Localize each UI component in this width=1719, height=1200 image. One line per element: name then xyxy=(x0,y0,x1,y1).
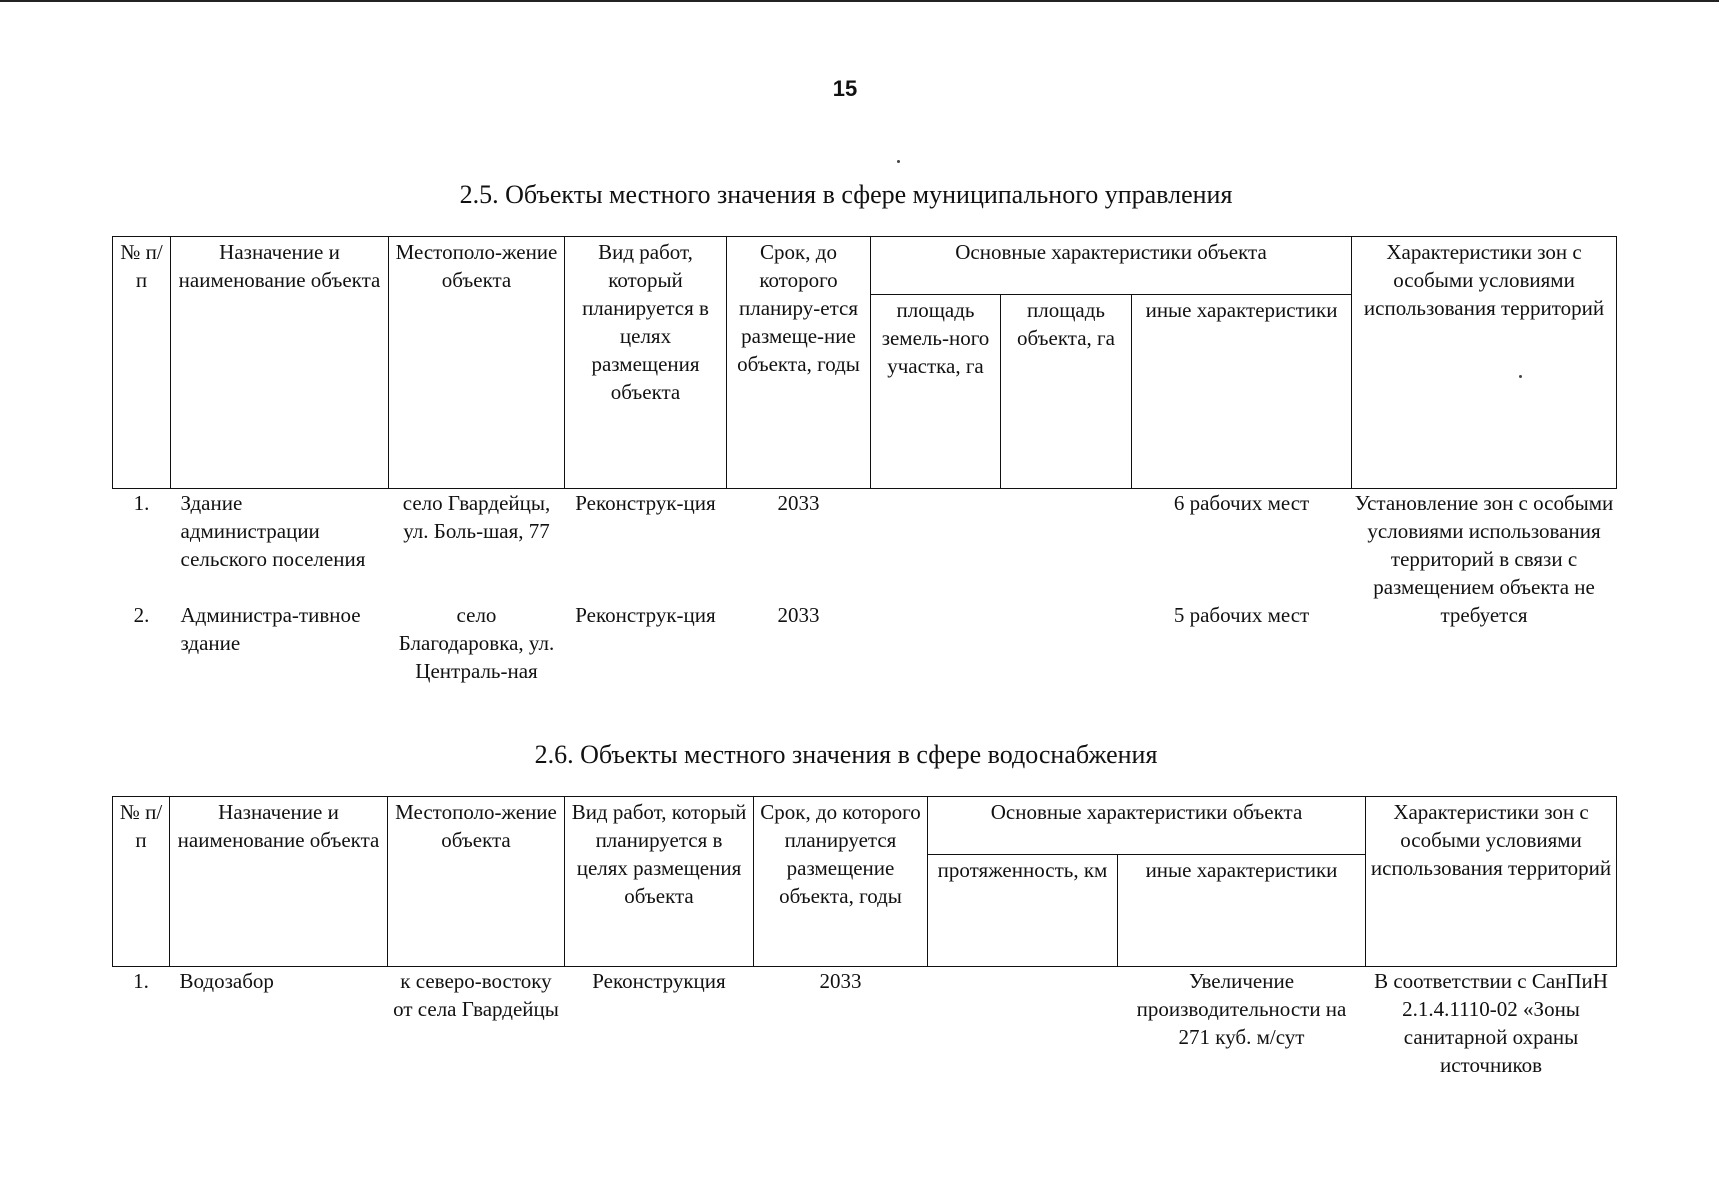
row-length xyxy=(928,967,1118,1087)
row-object-area xyxy=(1001,601,1132,713)
header-work-type: Вид работ, который планируется в целях размещения объекта xyxy=(565,797,754,967)
header-name: Назначение и наименование объекта xyxy=(171,237,389,489)
row-year: 2033 xyxy=(777,602,820,627)
row-zone-note: Установление зон с особыми условиями использования территорий в связи с размещением объекта не требуется xyxy=(1354,491,1614,627)
row-work-type: Реконструк-ция xyxy=(575,602,716,627)
header-other-characteristics: иные характеристики xyxy=(1118,855,1366,967)
header-zone-characteristics: Характеристики зон с особыми условиями использования территорий xyxy=(1352,237,1617,489)
header-main-characteristics: Основные характеристики объекта xyxy=(928,797,1366,855)
row-location: к северо-востоку от села Гвардейцы xyxy=(393,969,559,1021)
header-num: № п/п xyxy=(113,797,170,967)
row-work-type: Реконструкция xyxy=(592,969,726,993)
header-location: Местополо-жение объекта xyxy=(389,237,565,489)
header-main-characteristics: Основные характеристики объекта xyxy=(871,237,1352,295)
row-work-type: Реконструк-ция xyxy=(575,491,716,515)
row-year: 2033 xyxy=(777,491,820,515)
page-top-border xyxy=(0,0,1719,2)
header-name: Назначение и наименование объекта xyxy=(170,797,388,967)
header-other-characteristics: иные характеристики xyxy=(1132,295,1352,489)
table-row xyxy=(113,489,1617,601)
scan-speck xyxy=(1519,375,1522,378)
table-row xyxy=(113,967,1617,1087)
scan-speck xyxy=(897,160,900,163)
row-name: Водозабор xyxy=(179,969,274,993)
row-num: 1. xyxy=(133,969,149,993)
row-location: село Гвардейцы, ул. Боль-шая, 77 xyxy=(402,491,551,543)
row-year: 2033 xyxy=(819,969,862,993)
row-num: 2. xyxy=(133,602,150,627)
row-name: Здание администрации сельского поселения xyxy=(180,491,366,571)
section-title-2-5: 2.5. Объекты местного значения в сфере муниципального управления xyxy=(459,180,1233,209)
row-name: Администра-тивное здание xyxy=(180,602,361,655)
header-deadline: Срок, до которого планиру-ется размеще-ние объекта, годы xyxy=(727,237,871,489)
table-municipal-management xyxy=(112,236,1617,713)
row-other: 6 рабочих мест xyxy=(1173,491,1310,515)
header-object-area: площадь объекта, га xyxy=(1001,295,1132,489)
row-object-area xyxy=(1001,489,1132,601)
row-land-area xyxy=(871,489,1001,601)
header-land-area: площадь земель-ного участка, га xyxy=(871,295,1001,489)
header-num: № п/п xyxy=(113,237,171,489)
header-location: Местополо-жение объекта xyxy=(388,797,565,967)
row-other: 5 рабочих мест xyxy=(1173,602,1310,627)
page-number: 15 xyxy=(832,76,858,101)
header-work-type: Вид работ, который планируется в целях размещения объекта xyxy=(565,237,727,489)
table-water-supply xyxy=(112,796,1617,1087)
row-location: село Благодаровка, ул. Централь-ная xyxy=(398,602,555,683)
header-deadline: Срок, до которого планируется размещение объекта, годы xyxy=(754,797,928,967)
row-other: Увеличение производительности на 271 куб. м/сут xyxy=(1136,969,1347,1049)
header-zone-characteristics: Характеристики зон с особыми условиями использования территорий xyxy=(1366,797,1617,967)
header-length: протяженность, км xyxy=(928,855,1118,967)
row-land-area xyxy=(871,601,1001,713)
section-title-2-6: 2.6. Объекты местного значения в сфере водоснабжения xyxy=(534,740,1158,769)
row-num: 1. xyxy=(133,491,150,515)
row-zone: В соответствии с СанПиН 2.1.4.1110-02 «Зоны санитарной охраны источников xyxy=(1374,969,1608,1077)
